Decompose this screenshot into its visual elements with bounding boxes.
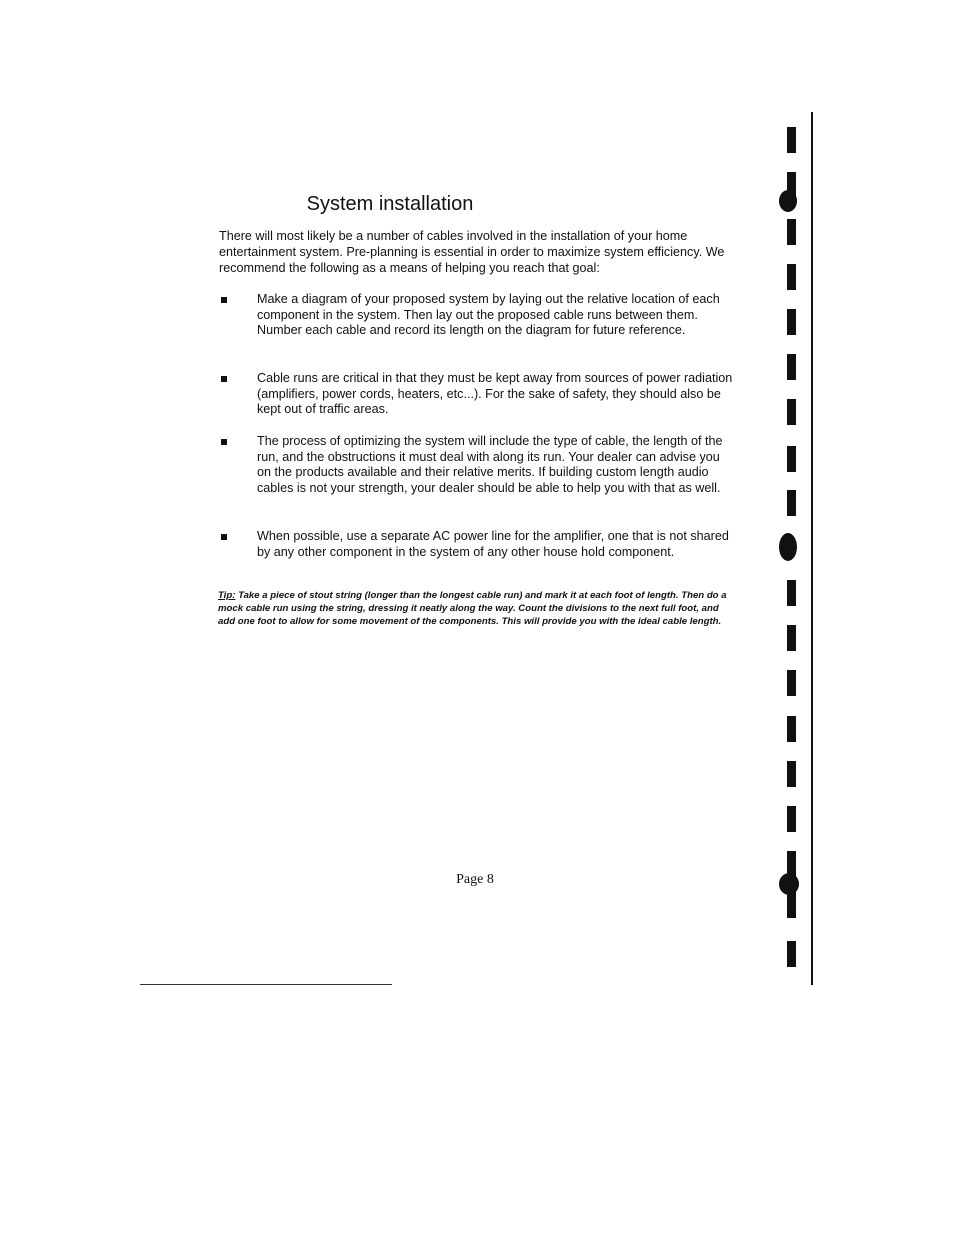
- intro-paragraph: There will most likely be a number of cables involved in the installation of your home entertainment system. Pre-planning is essential in order to maximize system efficiency. We recommend the following as a means of helping you reach that goal:: [219, 229, 725, 275]
- binder-tab-mark: [787, 806, 796, 832]
- square-bullet-icon: [221, 439, 227, 445]
- binder-tab-mark: [787, 446, 796, 472]
- bullet-text: When possible, use a separate AC power line for the amplifier, one that is not shared by any other component in the system of any other house hold component.: [257, 529, 729, 559]
- page-number: Page 8: [456, 872, 494, 887]
- binder-tab-mark: [787, 580, 796, 606]
- binder-tab-mark: [787, 890, 796, 918]
- tip-text: Take a piece of stout string (longer than the longest cable run) and mark it at each foot of length. Then do a mock cable run using the string, dressing it neatly along the way. Count the divisions to the next full foot, and add one foot to allow for some movement of the components. This will provide you with the ideal cable length.: [218, 590, 727, 628]
- bullet-text: Cable runs are critical in that they must be kept away from sources of power radiation (amplifiers, power cords, heaters, etc...). For the sake of safety, they should also be kept out of traffic areas.: [257, 371, 733, 417]
- binder-tab-mark: [787, 399, 796, 425]
- binder-tab-mark: [787, 941, 796, 967]
- footer-rule: [140, 984, 392, 985]
- binder-tab-mark: [787, 716, 796, 742]
- binder-hole-icon: [779, 533, 797, 561]
- binder-tab-mark: [787, 670, 796, 696]
- binder-tab-mark: [787, 127, 796, 153]
- bullet-text: Make a diagram of your proposed system by laying out the relative location of each component in the system. Then lay out the proposed cable runs between them. Number each cable and record its length on the diagram for future reference.: [257, 292, 720, 338]
- binder-tab-mark: [787, 625, 796, 651]
- square-bullet-icon: [221, 297, 227, 303]
- square-bullet-icon: [221, 376, 227, 382]
- square-bullet-icon: [221, 534, 227, 540]
- bullet-text: The process of optimizing the system will include the type of cable, the length of the run, and the obstructions it must deal with along its run. Your dealer can advise you on the products available and their relative merits. If building custom length audio cables is not your strength, your dealer should be able to help you with that as well.: [257, 434, 723, 495]
- binder-tab-mark: [787, 264, 796, 290]
- binder-hole-icon: [779, 190, 797, 212]
- binder-tab-mark: [787, 490, 796, 516]
- binder-tab-mark: [787, 761, 796, 787]
- tip-label: Tip:: [218, 590, 236, 601]
- binder-tab-mark: [787, 354, 796, 380]
- page-title: System installation: [306, 193, 474, 216]
- tip-note: [218, 589, 736, 629]
- binder-tab-mark: [787, 219, 796, 245]
- binder-tab-mark: [787, 309, 796, 335]
- page-edge-line: [811, 112, 813, 985]
